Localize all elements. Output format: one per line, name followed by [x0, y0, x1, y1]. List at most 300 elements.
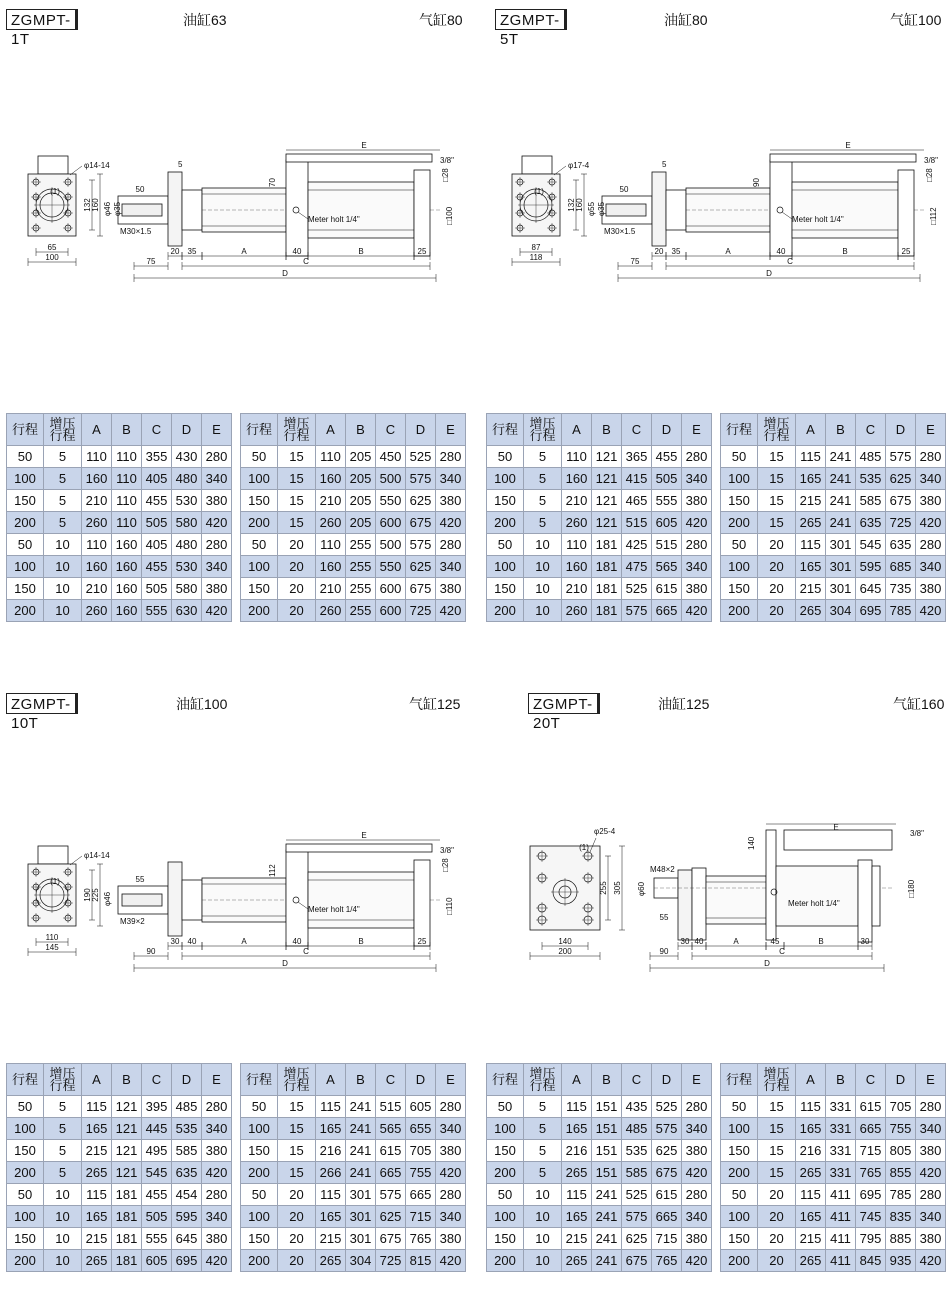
cylinder-drawing	[0, 130, 466, 290]
column-header: C	[142, 414, 172, 446]
table-cell: 241	[826, 468, 856, 490]
table-cell: 100	[241, 468, 278, 490]
table-cell: 565	[652, 556, 682, 578]
column-header: C	[142, 1064, 172, 1096]
table-cell: 241	[592, 1250, 622, 1272]
table-cell: 625	[886, 468, 916, 490]
table-cell: 605	[142, 1250, 172, 1272]
table-cell: 241	[346, 1096, 376, 1118]
dim-top-height: 112	[268, 864, 277, 877]
table-cell: 50	[241, 1184, 278, 1206]
table-cell: 150	[241, 1140, 278, 1162]
table-row	[7, 1184, 232, 1206]
table-cell: 420	[682, 600, 712, 622]
technical-drawing	[484, 820, 950, 980]
table-cell: 625	[406, 490, 436, 512]
table-cell: 420	[202, 512, 232, 534]
table-row	[7, 1140, 232, 1162]
table-cell: 580	[172, 512, 202, 534]
dim-side-b: 225	[91, 888, 100, 902]
table-cell: 160	[316, 468, 346, 490]
table-cell: 380	[916, 578, 946, 600]
table-cell: 260	[562, 600, 592, 622]
table-cell: 200	[487, 512, 524, 534]
table-row	[721, 1228, 946, 1250]
table-cell: 20	[758, 1184, 796, 1206]
dim-b4: 30	[860, 937, 870, 946]
table-cell: 665	[856, 1118, 886, 1140]
port-spec: 3/8"	[440, 156, 454, 165]
table-cell: 50	[487, 1184, 524, 1206]
callout: (1)	[50, 877, 60, 886]
column-header: 增压 行程	[278, 414, 316, 446]
dim-a: A	[241, 937, 247, 946]
table-cell: 216	[562, 1140, 592, 1162]
table-cell: 5	[44, 1118, 82, 1140]
table-cell: 455	[142, 490, 172, 512]
table-cell: 110	[562, 446, 592, 468]
table-row	[241, 446, 466, 468]
table-cell: 480	[172, 534, 202, 556]
table-cell: 20	[278, 1250, 316, 1272]
table-row	[721, 578, 946, 600]
dim-side-a: 190	[83, 888, 92, 902]
table-row	[7, 600, 232, 622]
table-cell: 380	[916, 1140, 946, 1162]
table-cell: 100	[487, 468, 524, 490]
spec-table	[486, 1063, 712, 1272]
table-cell: 340	[916, 1118, 946, 1140]
table-cell: 301	[346, 1206, 376, 1228]
table-cell: 160	[316, 556, 346, 578]
oil-cylinder-label: 油缸80	[664, 12, 708, 28]
table-cell: 755	[886, 1118, 916, 1140]
table-cell: 150	[721, 1140, 758, 1162]
column-header: C	[856, 414, 886, 446]
dim-flange: 5	[178, 160, 183, 169]
table-cell: 20	[278, 1206, 316, 1228]
table-cell: 200	[7, 1250, 44, 1272]
dim-w1: 140	[558, 937, 572, 946]
table-cell: 280	[436, 534, 466, 556]
table-cell: 216	[796, 1140, 826, 1162]
table-cell: 615	[376, 1140, 406, 1162]
table-cell: 340	[202, 556, 232, 578]
technical-drawing	[0, 130, 466, 290]
table-row	[487, 446, 712, 468]
dim-rod-diameter: φ46	[103, 891, 112, 906]
table-cell: 675	[652, 1162, 682, 1184]
table-cell: 635	[172, 1162, 202, 1184]
table-cell: 495	[142, 1140, 172, 1162]
table-cell: 160	[112, 600, 142, 622]
table-cell: 260	[316, 600, 346, 622]
table-row	[487, 1162, 712, 1184]
table-cell: 50	[241, 1096, 278, 1118]
table-cell: 420	[916, 600, 946, 622]
table-cell: 150	[241, 1228, 278, 1250]
table-cell: 485	[856, 446, 886, 468]
table-cell: 505	[142, 1206, 172, 1228]
table-cell: 15	[278, 1118, 316, 1140]
table-cell: 115	[82, 1184, 112, 1206]
meter-spec: Meter holt 1/4"	[308, 905, 360, 914]
table-cell: 625	[406, 556, 436, 578]
dim-b4: 25	[417, 247, 427, 256]
table-cell: 380	[916, 490, 946, 512]
dim-side-a: 132	[567, 198, 576, 212]
table-cell: 260	[562, 512, 592, 534]
table-cell: 150	[7, 490, 44, 512]
technical-drawing	[0, 820, 466, 980]
table-cell: 100	[721, 468, 758, 490]
table-row	[7, 446, 232, 468]
dim-w1: 110	[45, 933, 59, 942]
table-cell: 15	[758, 446, 796, 468]
table-cell: 565	[376, 1118, 406, 1140]
dim-b: B	[818, 937, 824, 946]
table-cell: 210	[316, 578, 346, 600]
table-cell: 50	[721, 1184, 758, 1206]
table-cell: 280	[202, 1096, 232, 1118]
spec-table	[6, 413, 232, 622]
table-cell: 265	[82, 1250, 112, 1272]
table-cell: 655	[406, 1118, 436, 1140]
table-cell: 500	[376, 468, 406, 490]
table-cell: 200	[241, 512, 278, 534]
table-cell: 5	[44, 490, 82, 512]
table-cell: 535	[856, 468, 886, 490]
column-header: E	[916, 1064, 946, 1096]
table-cell: 50	[7, 534, 44, 556]
table-cell: 380	[916, 1228, 946, 1250]
dim-w2: 118	[529, 253, 543, 262]
model-label: ZGMPT-20T	[528, 693, 600, 714]
column-header: 行程	[7, 1064, 44, 1096]
table-cell: 255	[346, 600, 376, 622]
table-cell: 100	[7, 1118, 44, 1140]
column-header: 行程	[241, 1064, 278, 1096]
column-header: 行程	[487, 414, 524, 446]
dim-rod-length: 55	[659, 913, 669, 922]
table-cell: 265	[796, 512, 826, 534]
table-cell: 241	[592, 1206, 622, 1228]
dim-e: E	[833, 823, 839, 832]
table-cell: 380	[682, 578, 712, 600]
table-cell: 630	[172, 600, 202, 622]
table-cell: 151	[592, 1140, 622, 1162]
table-cell: 50	[241, 446, 278, 468]
table-cell: 50	[721, 1096, 758, 1118]
thread-spec: M30×1.5	[120, 227, 152, 236]
table-cell: 241	[346, 1162, 376, 1184]
cylinder-drawing	[484, 820, 950, 980]
table-cell: 625	[376, 1206, 406, 1228]
table-cell: 150	[7, 1140, 44, 1162]
table-cell: 165	[796, 556, 826, 578]
table-cell: 600	[376, 512, 406, 534]
table-row	[241, 1206, 466, 1228]
table-cell: 530	[172, 490, 202, 512]
table-cell: 160	[112, 534, 142, 556]
column-header: E	[682, 414, 712, 446]
table-cell: 20	[758, 600, 796, 622]
oil-cylinder-label: 油缸125	[658, 696, 710, 712]
table-cell: 420	[202, 1162, 232, 1184]
table-cell: 110	[316, 534, 346, 556]
table-row	[487, 1206, 712, 1228]
table-cell: 280	[682, 534, 712, 556]
table-cell: 301	[826, 556, 856, 578]
dim-b1: 30	[680, 937, 690, 946]
table-cell: 340	[202, 1118, 232, 1140]
table-cell: 665	[376, 1162, 406, 1184]
table-row	[721, 1118, 946, 1140]
dim-w2: 145	[45, 943, 59, 952]
table-cell: 20	[758, 1250, 796, 1272]
table-cell: 695	[856, 600, 886, 622]
table-cell: 505	[142, 578, 172, 600]
meter-spec: Meter holt 1/4"	[308, 215, 360, 224]
column-header: D	[172, 414, 202, 446]
table-cell: 241	[826, 512, 856, 534]
table-cell: 10	[524, 578, 562, 600]
table-cell: 420	[436, 1250, 466, 1272]
column-header: D	[406, 1064, 436, 1096]
table-cell: 365	[622, 446, 652, 468]
table-cell: 265	[796, 600, 826, 622]
table-row	[241, 1228, 466, 1250]
table-row	[7, 1228, 232, 1250]
table-row	[721, 1184, 946, 1206]
column-header: D	[406, 414, 436, 446]
dim-side-b: 160	[575, 198, 584, 212]
table-cell: 585	[622, 1162, 652, 1184]
column-header: D	[652, 414, 682, 446]
table-cell: 10	[44, 1206, 82, 1228]
spec-table	[720, 1063, 946, 1272]
table-cell: 855	[886, 1162, 916, 1184]
table-cell: 200	[7, 1162, 44, 1184]
dim-b1: 20	[654, 247, 664, 256]
table-row	[7, 1162, 232, 1184]
table-cell: 20	[278, 1184, 316, 1206]
table-cell: 380	[682, 1140, 712, 1162]
meter-spec: Meter holt 1/4"	[788, 899, 840, 908]
table-row	[721, 1096, 946, 1118]
table-cell: 515	[376, 1096, 406, 1118]
table-cell: 160	[82, 468, 112, 490]
table-cell: 210	[82, 578, 112, 600]
column-header: A	[82, 1064, 112, 1096]
table-row	[721, 446, 946, 468]
dim-side-b: 305	[613, 881, 622, 895]
table-cell: 20	[278, 600, 316, 622]
table-cell: 380	[682, 490, 712, 512]
column-header: A	[316, 1064, 346, 1096]
dim-d: D	[282, 959, 288, 968]
table-cell: 200	[721, 512, 758, 534]
table-cell: 110	[316, 446, 346, 468]
dim-b3: 45	[770, 937, 780, 946]
table-cell: 795	[856, 1228, 886, 1250]
table-cell: 160	[82, 556, 112, 578]
table-cell: 10	[44, 1250, 82, 1272]
table-cell: 110	[112, 512, 142, 534]
dim-b3: 40	[776, 247, 786, 256]
table-cell: 625	[652, 1140, 682, 1162]
column-header: B	[112, 1064, 142, 1096]
table-cell: 735	[886, 578, 916, 600]
table-cell: 150	[487, 490, 524, 512]
table-cell: 340	[436, 1118, 466, 1140]
table-cell: 15	[278, 446, 316, 468]
column-header: B	[592, 414, 622, 446]
table-cell: 301	[826, 578, 856, 600]
table-cell: 475	[622, 556, 652, 578]
column-header: 行程	[7, 414, 44, 446]
table-cell: 121	[592, 512, 622, 534]
table-cell: 165	[562, 1206, 592, 1228]
table-cell: 110	[82, 446, 112, 468]
table-cell: 480	[172, 468, 202, 490]
table-cell: 150	[241, 490, 278, 512]
table-cell: 280	[436, 1096, 466, 1118]
dim-c: C	[779, 947, 785, 956]
table-cell: 10	[44, 578, 82, 600]
table-cell: 255	[346, 534, 376, 556]
table-cell: 160	[562, 556, 592, 578]
table-cell: 160	[112, 578, 142, 600]
column-header: C	[622, 1064, 652, 1096]
table-cell: 280	[202, 534, 232, 556]
table-cell: 280	[682, 1184, 712, 1206]
table-cell: 5	[524, 1140, 562, 1162]
table-row	[7, 556, 232, 578]
table-cell: 765	[856, 1162, 886, 1184]
table-cell: 20	[278, 534, 316, 556]
dim-square-1: □28	[925, 168, 934, 182]
table-row	[487, 490, 712, 512]
dim-d: D	[282, 269, 288, 278]
table-row	[721, 1206, 946, 1228]
dim-top-height: 140	[747, 836, 756, 850]
table-cell: 280	[202, 1184, 232, 1206]
table-cell: 380	[682, 1228, 712, 1250]
table-cell: 675	[376, 1228, 406, 1250]
table-cell: 420	[916, 1162, 946, 1184]
table-cell: 151	[592, 1096, 622, 1118]
table-cell: 595	[172, 1206, 202, 1228]
table-cell: 115	[316, 1184, 346, 1206]
table-cell: 575	[622, 1206, 652, 1228]
table-cell: 430	[172, 446, 202, 468]
air-cylinder-label: 气缸80	[419, 12, 463, 28]
table-cell: 380	[436, 1140, 466, 1162]
table-cell: 340	[202, 468, 232, 490]
table-cell: 5	[524, 512, 562, 534]
table-cell: 10	[524, 1250, 562, 1272]
spec-table	[240, 413, 466, 622]
table-cell: 20	[278, 1228, 316, 1250]
column-header: 行程	[721, 414, 758, 446]
table-cell: 100	[241, 1118, 278, 1140]
table-cell: 215	[796, 1228, 826, 1250]
table-row	[7, 1250, 232, 1272]
table-cell: 331	[826, 1118, 856, 1140]
table-cell: 110	[562, 534, 592, 556]
dim-c: C	[303, 947, 309, 956]
table-row	[721, 490, 946, 512]
table-cell: 15	[758, 468, 796, 490]
table-cell: 665	[652, 1206, 682, 1228]
column-header: A	[562, 414, 592, 446]
table-cell: 150	[487, 1140, 524, 1162]
table-cell: 505	[652, 468, 682, 490]
technical-drawing	[484, 130, 950, 290]
spec-table	[6, 1063, 232, 1272]
thread-spec: M39×2	[120, 917, 145, 926]
table-cell: 100	[7, 468, 44, 490]
column-header: 行程	[487, 1064, 524, 1096]
table-cell: 550	[376, 490, 406, 512]
column-header: B	[346, 414, 376, 446]
table-cell: 241	[346, 1118, 376, 1140]
side-view	[103, 141, 454, 282]
table-cell: 100	[7, 1206, 44, 1228]
table-cell: 420	[202, 1250, 232, 1272]
table-cell: 525	[622, 1184, 652, 1206]
table-cell: 10	[524, 1206, 562, 1228]
table-row	[487, 578, 712, 600]
table-cell: 725	[406, 600, 436, 622]
table-cell: 50	[241, 534, 278, 556]
table-cell: 411	[826, 1184, 856, 1206]
table-cell: 695	[172, 1250, 202, 1272]
dim-side-a: 255	[599, 881, 608, 895]
table-cell: 50	[721, 534, 758, 556]
column-header: B	[826, 414, 856, 446]
table-cell: 420	[682, 1162, 712, 1184]
dim-w2: 100	[45, 253, 59, 262]
table-cell: 200	[241, 600, 278, 622]
table-cell: 380	[436, 1228, 466, 1250]
side-view	[637, 823, 924, 972]
dim-e: E	[361, 831, 367, 840]
table-cell: 615	[856, 1096, 886, 1118]
dim-e: E	[845, 141, 851, 150]
table-cell: 20	[278, 578, 316, 600]
table-cell: 675	[622, 1250, 652, 1272]
table-cell: 575	[376, 1184, 406, 1206]
spec-table	[720, 413, 946, 622]
table-cell: 165	[562, 1118, 592, 1140]
table-row	[721, 556, 946, 578]
column-header: 增压 行程	[278, 1064, 316, 1096]
table-cell: 625	[622, 1228, 652, 1250]
table-cell: 420	[682, 512, 712, 534]
dim-rod-diameter-2: φ35	[113, 201, 122, 216]
table-cell: 675	[886, 490, 916, 512]
dim-side-a: 132	[83, 198, 92, 212]
dim-square-1: □28	[441, 168, 450, 182]
table-cell: 260	[82, 600, 112, 622]
column-header: A	[796, 1064, 826, 1096]
table-cell: 665	[406, 1184, 436, 1206]
table-cell: 715	[652, 1228, 682, 1250]
table-cell: 121	[112, 1096, 142, 1118]
table-row	[7, 512, 232, 534]
